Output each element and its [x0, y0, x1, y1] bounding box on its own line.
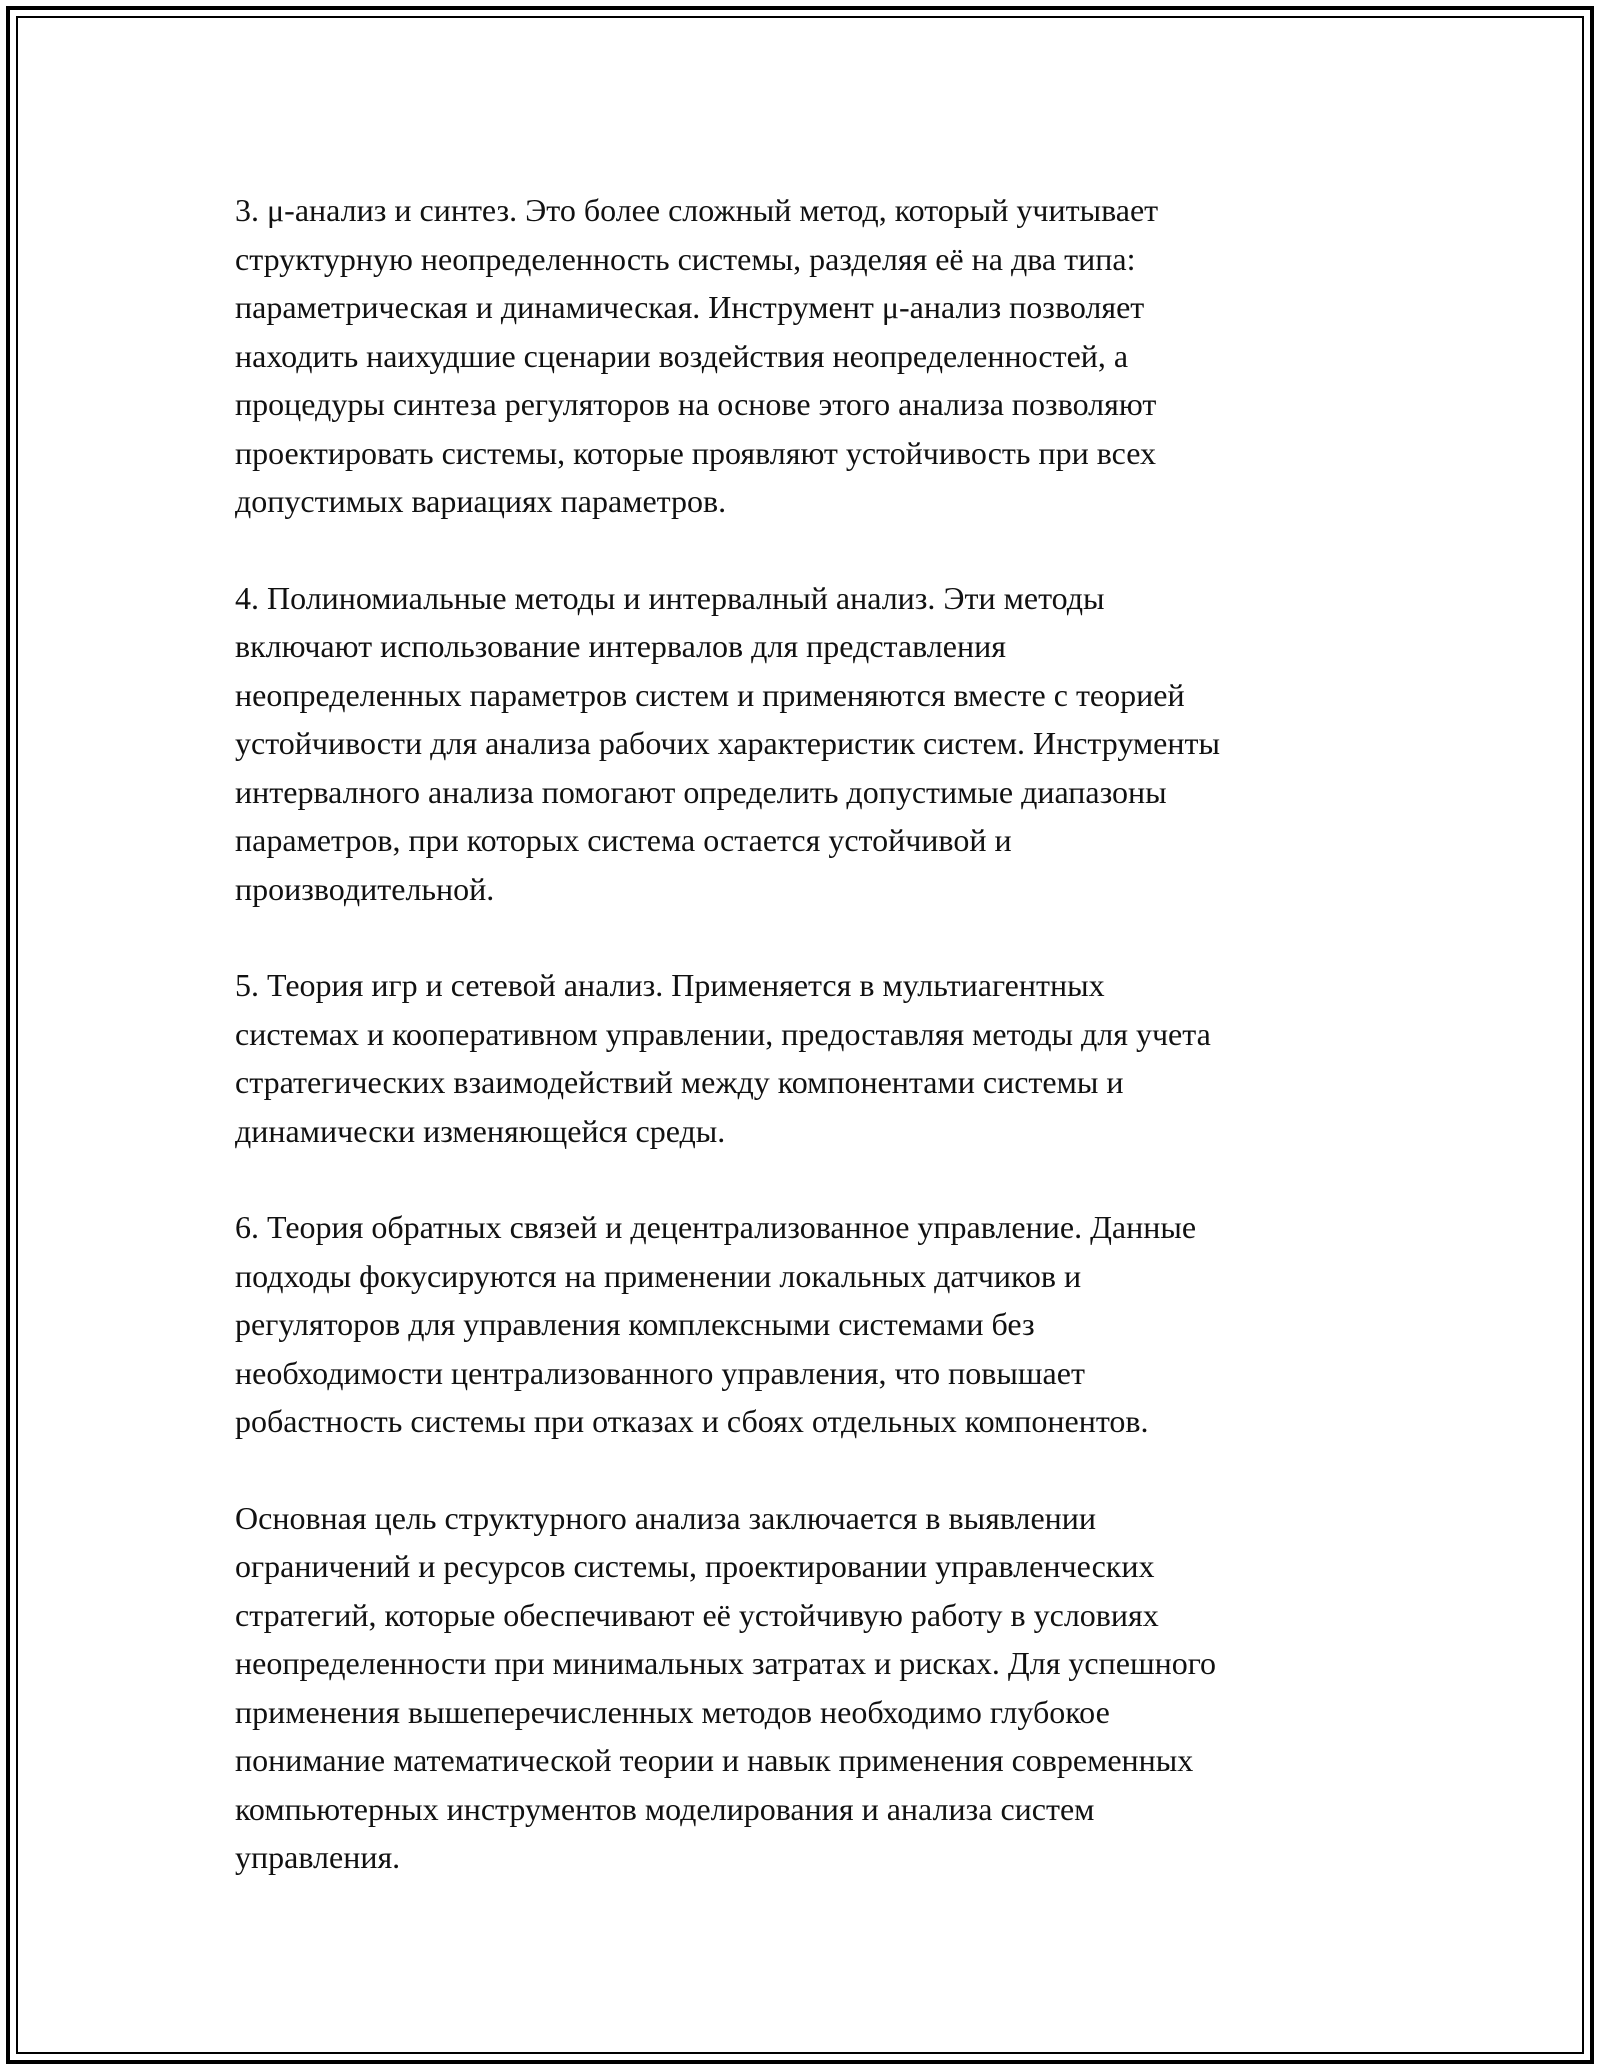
text-line: компьютерных инструментов моделирования и анализа систем	[235, 1790, 1095, 1827]
text-line: находить наихудшие сценарии воздействия неопределенностей, а	[235, 337, 1129, 374]
text-line: проектировать системы, которые проявляют устойчивость при всех	[235, 434, 1157, 471]
text-line: 6. Теория обратных связей и децентрализованное управление. Данные	[235, 1209, 1197, 1245]
text-line: управления.	[235, 1839, 401, 1875]
text-line: применения вышеперечисленных методов необходимо глубокое	[235, 1693, 1110, 1730]
text-line: интервалного анализа помогают определить допустимые диапазоны	[235, 773, 1167, 810]
text-line: стратегических взаимодействий между компонентами системы и	[235, 1064, 1124, 1100]
paragraph-mu-analysis	[235, 186, 1415, 526]
text-line: структурную неопределенность системы, разделяя её на два типа:	[235, 240, 1136, 277]
text-line: производительной.	[235, 870, 495, 907]
text-line: регуляторов для управления комплексными системами без	[235, 1306, 1035, 1342]
text-line: включают использование интервалов для представления	[235, 628, 1006, 664]
text-line: допустимых вариациях параметров.	[235, 483, 727, 519]
text-line: ограничений и ресурсов системы, проектировании управленческих	[235, 1548, 1155, 1584]
text-line: стратегий, которые обеспечивают её устойчивую работу в условиях	[235, 1596, 1159, 1633]
text-line: 5. Теория игр и сетевой анализ. Применяется в мультиагентных	[235, 967, 1105, 1003]
text-line: Основная цель структурного анализа заключается в выявлении	[235, 1499, 1097, 1536]
text-line: динамически изменяющейся среды.	[235, 1112, 726, 1149]
text-line: робастность системы при отказах и сбоях отдельных компонентов.	[235, 1403, 1149, 1439]
document-body	[235, 186, 1415, 1930]
text-line: устойчивости для анализа рабочих характеристик систем. Инструменты	[235, 725, 1220, 761]
text-line: неопределенных параметров систем и применяются вместе с теорией	[235, 676, 1185, 713]
text-line: подходы фокусируются на применении локальных датчиков и	[235, 1257, 1082, 1294]
paragraph-interval-analysis	[235, 574, 1415, 914]
paragraph-feedback-theory	[235, 1203, 1415, 1446]
text-line: необходимости централизованного управления, что повышает	[235, 1354, 1085, 1391]
text-line: процедуры синтеза регуляторов на основе этого анализа позволяют	[235, 386, 1157, 422]
text-line: 3. μ-анализ и синтез. Это более сложный метод, который учитывает	[235, 192, 1159, 228]
text-line: параметров, при которых система остается устойчивой и	[235, 822, 1012, 858]
text-line: параметрическая и динамическая. Инструмент μ-анализ позволяет	[235, 289, 1145, 325]
text-line: 4. Полиномиальные методы и интервалный анализ. Эти методы	[235, 579, 1105, 616]
paragraph-game-theory	[235, 961, 1415, 1155]
text-line: понимание математической теории и навык применения современных	[235, 1742, 1194, 1778]
paragraph-conclusion	[235, 1494, 1415, 1882]
text-line: системах и кооперативном управлении, предоставляя методы для учета	[235, 1015, 1211, 1052]
text-line: неопределенности при минимальных затратах и рисках. Для успешного	[235, 1645, 1217, 1681]
